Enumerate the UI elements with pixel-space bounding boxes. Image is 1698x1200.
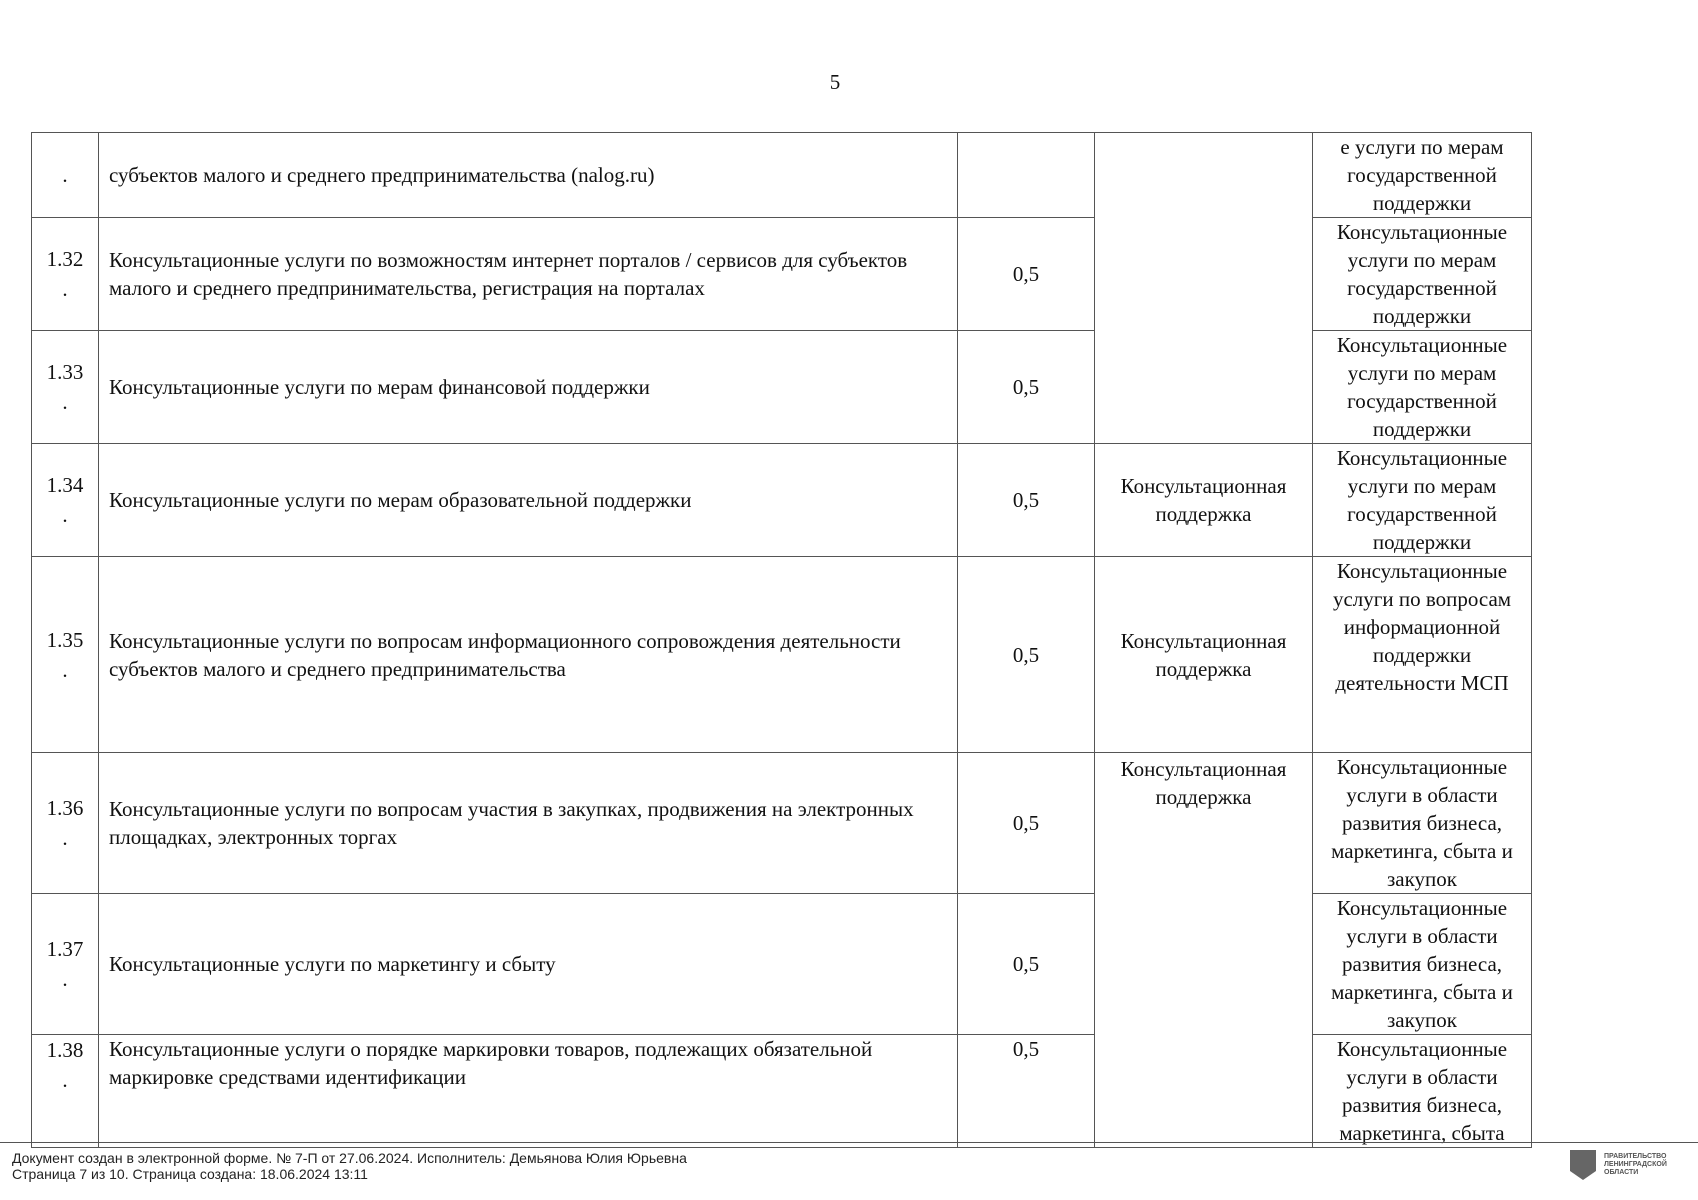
detail-cell: Консультационные услуги по вопросам информационной поддержки деятельности МСП xyxy=(1313,557,1532,753)
service-name-cell: Консультационные услуги по мерам финансовой поддержки xyxy=(99,331,958,444)
logo-text: ПРАВИТЕЛЬСТВО ЛЕНИНГРАДСКОЙ ОБЛАСТИ xyxy=(1604,1153,1667,1176)
value-cell: 0,5 xyxy=(958,557,1095,753)
service-name-cell: Консультационные услуги по маркетингу и сбыту xyxy=(99,894,958,1035)
page-number: 5 xyxy=(829,70,841,94)
service-name-cell: субъектов малого и среднего предпринимательства (nalog.ru) xyxy=(99,133,958,218)
table-row xyxy=(32,444,1532,557)
service-name-cell: Консультационные услуги по вопросам участия в закупках, продвижения на электронных площадках, электронных торгах xyxy=(99,753,958,894)
value-cell: 0,5 xyxy=(958,331,1095,444)
detail-cell: Консультационные услуги в области развития бизнеса, маркетинга, сбыта xyxy=(1313,1035,1532,1148)
detail-cell: е услуги по мерам государственной поддержки xyxy=(1313,133,1532,218)
row-number-cell: 1.33 . xyxy=(32,331,99,444)
row-number-cell: 1.36 . xyxy=(32,753,99,894)
table-row xyxy=(32,557,1532,753)
footer-divider xyxy=(0,1142,1698,1143)
service-name-cell: Консультационные услуги по возможностям интернет порталов / сервисов для субъектов малого и среднего предпринимательства, регистрация на порталах xyxy=(99,218,958,331)
detail-cell: Консультационные услуги в области развития бизнеса, маркетинга, сбыта и закупок xyxy=(1313,894,1532,1035)
service-name-cell: Консультационные услуги по вопросам информационного сопровождения деятельности субъектов малого и среднего предпринимательства xyxy=(99,557,958,753)
category-cell: Консультационная поддержка xyxy=(1095,557,1313,753)
category-cell: Консультационная поддержка xyxy=(1095,444,1313,557)
footer-document-info: Документ создан в электронной форме. № 7-П от 27.06.2024. Исполнитель: Демьянова Юлия Юрьевна xyxy=(12,1150,687,1166)
value-cell xyxy=(958,133,1095,218)
service-name-cell: Консультационные услуги о порядке маркировки товаров, подлежащих обязательной маркировке средствами идентификации xyxy=(99,1035,958,1148)
value-cell: 0,5 xyxy=(958,444,1095,557)
value-cell: 0,5 xyxy=(958,218,1095,331)
row-number-cell: 1.38 . xyxy=(32,1035,99,1148)
document-footer xyxy=(12,1150,687,1182)
row-number-cell: 1.34 . xyxy=(32,444,99,557)
services-table xyxy=(31,132,1532,1148)
coat-of-arms-icon xyxy=(1570,1150,1596,1180)
table-row xyxy=(32,133,1532,218)
detail-cell: Консультационные услуги по мерам государственной поддержки xyxy=(1313,444,1532,557)
row-number-cell: 1.37 . xyxy=(32,894,99,1035)
detail-cell: Консультационные услуги в области развития бизнеса, маркетинга, сбыта и закупок xyxy=(1313,753,1532,894)
government-logo xyxy=(1570,1150,1684,1180)
value-cell: 0,5 xyxy=(958,753,1095,894)
detail-cell: Консультационные услуги по мерам государственной поддержки xyxy=(1313,218,1532,331)
value-cell: 0,5 xyxy=(958,894,1095,1035)
row-number-cell: 1.32 . xyxy=(32,218,99,331)
row-number-cell: 1.35 . xyxy=(32,557,99,753)
row-number-cell: . xyxy=(32,133,99,218)
service-name-cell: Консультационные услуги по мерам образовательной поддержки xyxy=(99,444,958,557)
detail-cell: Консультационные услуги по мерам государственной поддержки xyxy=(1313,331,1532,444)
table-row xyxy=(32,753,1532,894)
value-cell: 0,5 xyxy=(958,1035,1095,1148)
category-cell: Консультационная поддержка xyxy=(1095,753,1313,1148)
category-cell xyxy=(1095,133,1313,444)
footer-page-info: Страница 7 из 10. Страница создана: 18.06.2024 13:11 xyxy=(12,1166,368,1182)
